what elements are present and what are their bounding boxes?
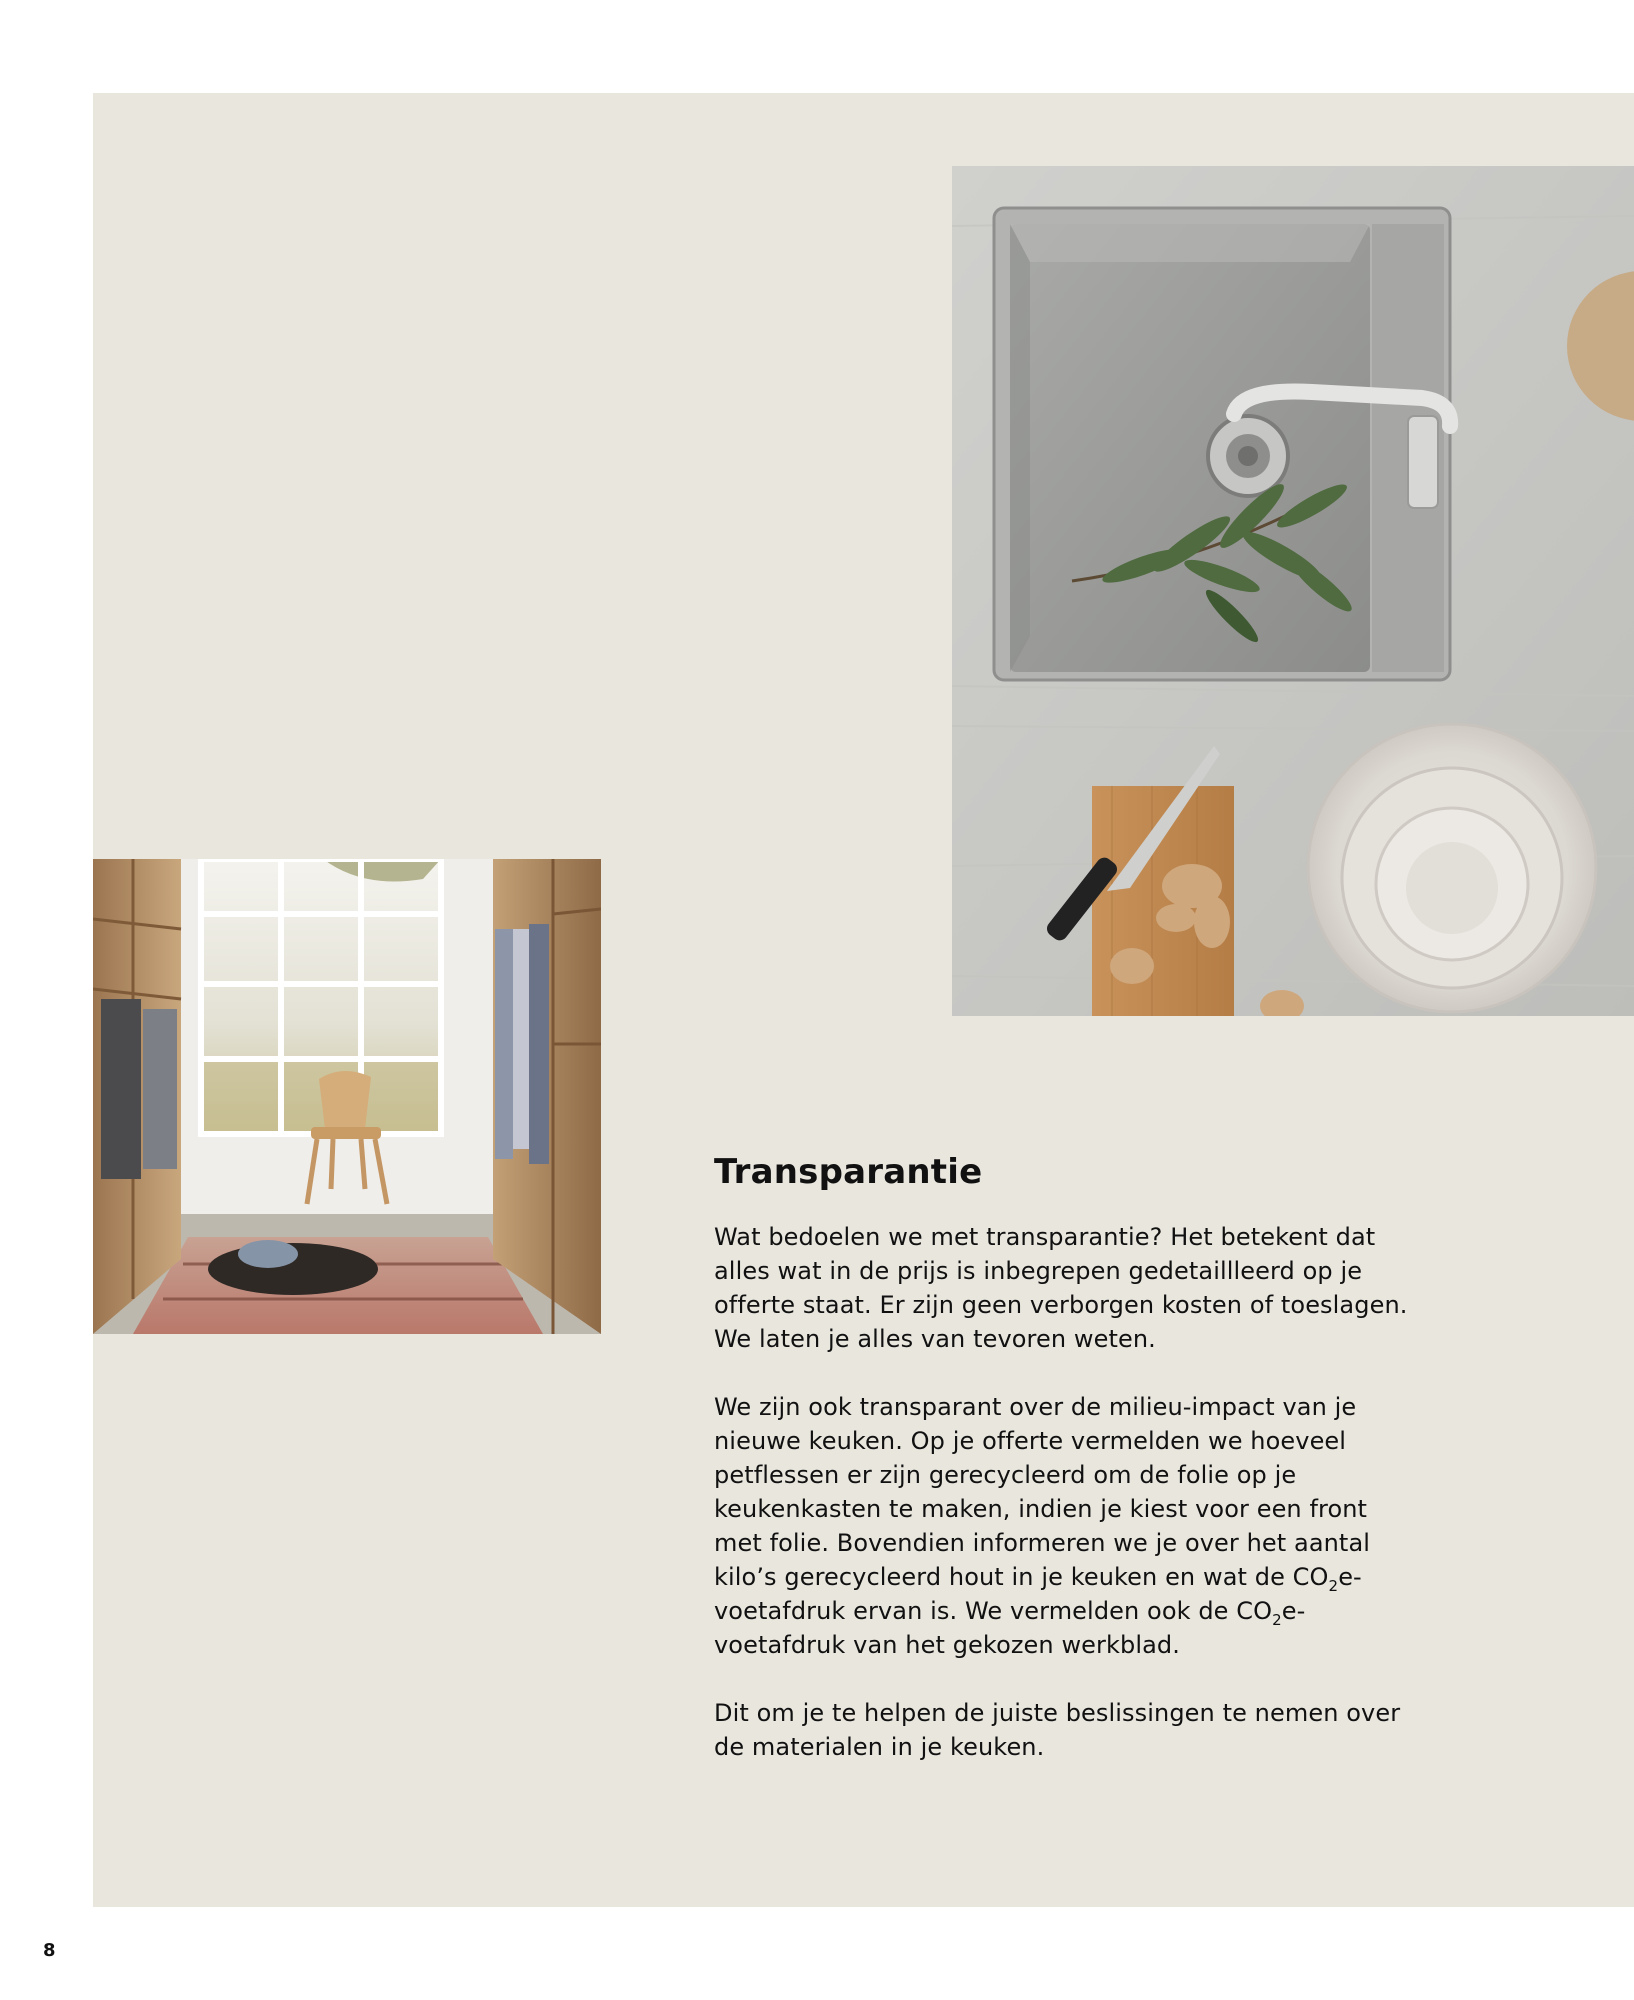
page-number: 8 <box>43 1940 56 1961</box>
article-paragraph-2 <box>714 1390 1414 1662</box>
paragraph-2-part-b: e-voetafdruk ervan is. We vermelden ook de CO <box>714 1563 1362 1626</box>
walk-in-wardrobe-photo <box>93 859 601 1334</box>
co2-subscript: 2 <box>1328 1576 1339 1595</box>
article-paragraph-1: Wat bedoelen we met transparantie? Het betekent dat alles wat in de prijs is inbegrepen gedetaillleerd op je offerte staat. Er zijn geen verborgen kosten of toeslagen. We laten je alles van tevoren weten. <box>714 1223 1408 1354</box>
kitchen-sink-photo <box>952 166 1634 1016</box>
paragraph-2-part-a: We zijn ook transparant over de milieu-impact van je nieuwe keuken. Op je offerte vermelden we hoeveel petflessen er zijn gerecycleerd om de folie op je keukenkasten te maken, indien je kiest voor een front met folie. Bovendien informeren we je over het aantal kilo’s gerecycleerd hout in je keuken en wat de CO <box>714 1393 1371 1592</box>
article <box>714 1150 1414 1798</box>
co2-subscript: 2 <box>1272 1610 1282 1629</box>
article-paragraph-3: Dit om je te helpen de juiste beslissingen te nemen over de materialen in je keuken. <box>714 1699 1401 1762</box>
article-heading: Transparantie <box>714 1152 983 1192</box>
paragraph-2-part-c: e-voetafdruk van het gekozen werkblad. <box>714 1597 1306 1660</box>
